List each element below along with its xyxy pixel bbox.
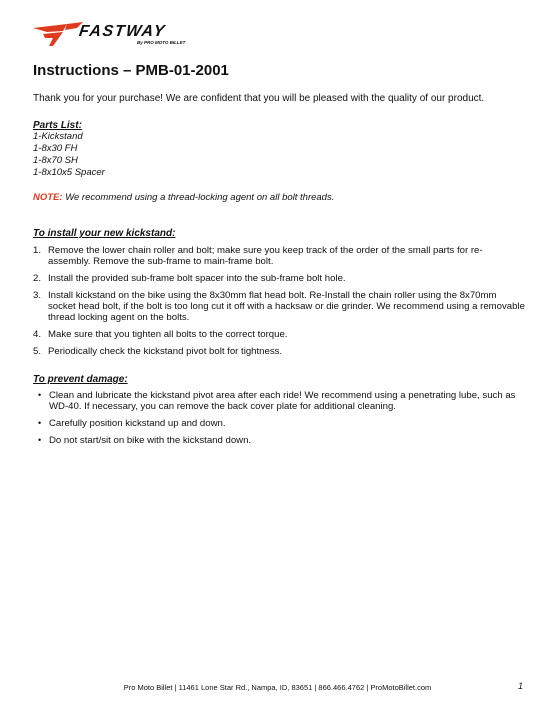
install-heading: To install your new kickstand:: [33, 228, 176, 239]
item-text: Clean and lubricate the kickstand pivot area after each ride! We recommend using a penetrating lube, such as WD-40. If necessary, you can remove the back cover plate for additional cleaning.: [49, 390, 516, 412]
install-step: [33, 290, 525, 323]
brand-name: FASTWAY: [77, 23, 167, 40]
step-text: Make sure that you tighten all bolts to the correct torque.: [48, 329, 288, 340]
install-section: [33, 228, 525, 357]
install-steps: [33, 245, 525, 357]
prevent-damage-list: [33, 390, 525, 446]
step-text: Install the provided sub-frame bolt spacer into the sub-frame bolt hole.: [48, 273, 346, 284]
parts-list-heading: Parts List:: [33, 120, 82, 131]
step-text: Remove the lower chain roller and bolt; make sure you keep track of the order of the small parts for re-assembly. Remove the sub-frame to main-frame bolt.: [48, 245, 483, 267]
install-step: [33, 346, 525, 357]
parts-list-item: 1-8x10x5 Spacer: [33, 167, 105, 178]
step-number: 4.: [33, 329, 42, 340]
item-text: Carefully position kickstand up and down.: [49, 418, 226, 429]
note-label: NOTE:: [33, 192, 63, 203]
brand-tagline: By PRO MOTO BILLET: [137, 40, 186, 45]
item-text: Do not start/sit on bike with the kickstand down.: [49, 435, 252, 446]
prevent-damage-heading: To prevent damage:: [33, 374, 128, 385]
fastway-logo-mark-icon: [33, 22, 83, 48]
step-number: 1.: [33, 245, 42, 256]
prevent-damage-item: [33, 390, 525, 412]
step-text: Periodically check the kickstand pivot bolt for tightness.: [48, 346, 283, 357]
install-step: [33, 245, 525, 267]
parts-list-item: 1-8x30 FH: [33, 143, 78, 154]
parts-list-item: 1-8x70 SH: [33, 155, 78, 166]
document-body: [33, 62, 525, 452]
prevent-damage-item: [33, 435, 525, 446]
step-number: 2.: [33, 273, 42, 284]
prevent-damage-section: [33, 374, 525, 446]
parts-list: [33, 120, 525, 179]
bullet-icon: •: [38, 390, 42, 400]
bullet-icon: •: [38, 418, 42, 428]
parts-list-item: 1-Kickstand: [33, 131, 83, 142]
note-text: We recommend using a thread-locking agent on all bolt threads.: [62, 192, 335, 203]
fastway-logo: [33, 22, 198, 50]
install-step: [33, 273, 525, 284]
page-number: 1: [517, 681, 523, 691]
prevent-damage-item: [33, 418, 525, 429]
bullet-icon: •: [38, 435, 42, 445]
install-step: [33, 329, 525, 340]
intro-text: Thank you for your purchase! We are confident that you will be pleased with the quality of our product.: [33, 93, 485, 104]
page-title: Instructions – PMB-01-2001: [33, 62, 229, 79]
note: [33, 192, 525, 203]
step-number: 3.: [33, 290, 42, 301]
page-footer: Pro Moto Billet | 11461 Lone Star Rd., Nampa, ID, 83651 | 866.466.4762 | ProMotoBillet.com: [123, 683, 432, 692]
step-text: Install kickstand on the bike using the 8x30mm flat head bolt. Re-Install the chain roller using the 8x70mm socket head bolt, if the bolt is too long cut it off with a hacksaw or die grinder. We recommend using a removable thread locking agent on the bolts.: [48, 290, 525, 323]
step-number: 5.: [33, 346, 42, 357]
